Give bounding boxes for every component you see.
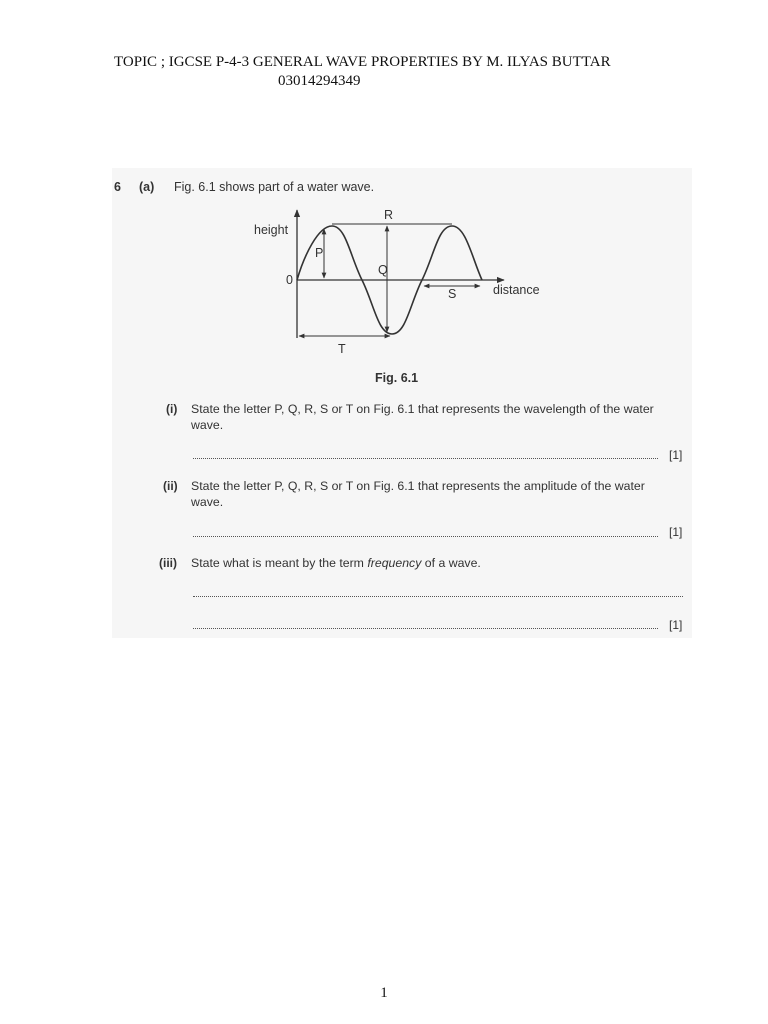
answer-line-iii-2[interactable] [193,628,658,629]
y-axis-label: height [254,223,289,237]
subq-ii-line1: State the letter P, Q, R, S or T on Fig. 6.1 that represents the amplitude of the water [191,479,645,493]
label-q: Q [378,263,388,277]
subq-iii-text-before: State what is meant by the term [191,556,368,570]
subq-i-line1: State the letter P, Q, R, S or T on Fig. 6.1 that represents the wavelength of the water [191,402,654,416]
x-axis-label: distance [493,283,540,297]
label-s: S [448,287,457,301]
subq-iii-text-after: of a wave. [421,556,481,570]
question-part: (a) [139,180,155,194]
question-scan [112,168,692,638]
subq-i-line2: wave. [191,418,224,432]
page-number: 1 [380,985,388,1001]
answer-line-iii-1[interactable] [193,596,683,597]
figure-caption: Fig. 6.1 [375,371,419,385]
mark-i: [1] [669,448,683,462]
header-title: TOPIC ; IGCSE P-4-3 GENERAL WAVE PROPERTIES BY M. ILYAS BUTTAR [114,54,611,70]
label-r: R [384,208,394,222]
question-intro: Fig. 6.1 shows part of a water wave. [174,180,375,194]
header-phone: 03014294349 [278,73,361,89]
subq-iii-label: (iii) [159,556,177,570]
subq-ii-line2: wave. [191,495,224,509]
mark-ii: [1] [669,525,683,539]
subq-iii-italic-term: frequency [367,556,422,570]
subq-i-label: (i) [166,402,178,416]
subq-iii-text [191,555,481,571]
subq-ii-label: (ii) [163,479,178,493]
label-p: P [315,246,324,260]
label-t: T [338,342,346,356]
wave-figure [232,198,692,388]
answer-line-i[interactable] [193,458,658,459]
answer-line-ii[interactable] [193,536,658,537]
mark-iii: [1] [669,618,683,632]
question-number: 6 [114,180,121,194]
origin-label: 0 [286,273,293,287]
